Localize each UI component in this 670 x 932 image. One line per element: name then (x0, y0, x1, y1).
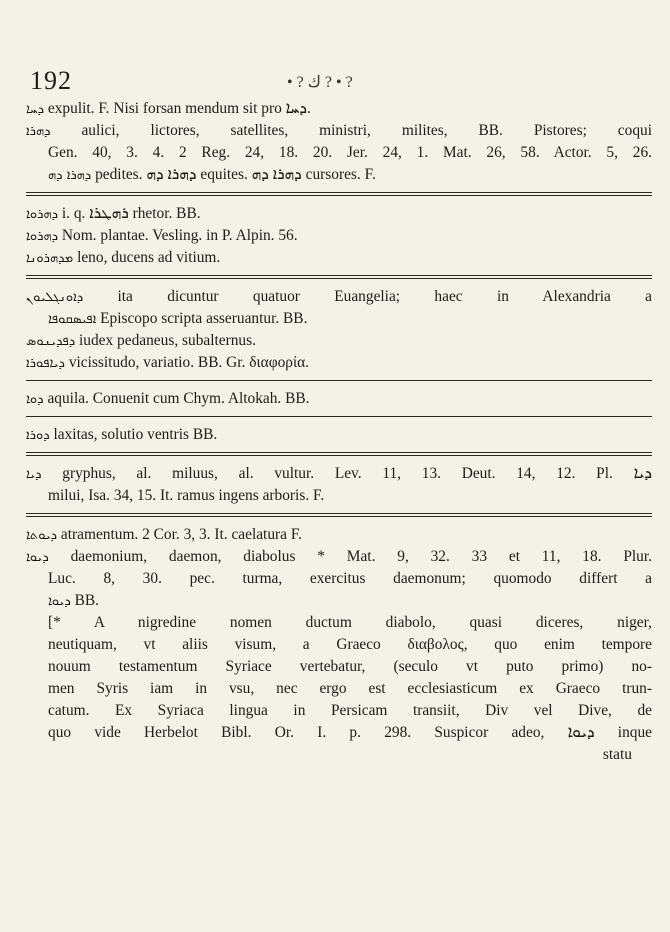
entry-line (26, 485, 652, 507)
syriac-headword: ܕܘܐ (26, 392, 44, 407)
entry-text: i. q. ܪܗܛܪܐ rhetor. BB. (58, 205, 201, 222)
entry-text: leno, ducens ad vitium. (73, 249, 221, 266)
entry-text: Gen. 40, 3. 4. 2 Reg. 24, 18. 20. Jer. 24, 1. Mat. 26, 58. Actor. 5, 26. (48, 144, 652, 161)
entry-text: ita dicuntur quatuor Euangelia; haec in Alexandria a (83, 288, 652, 305)
section-divider (26, 513, 652, 517)
entry-text: pedites. ܕܗܪܐ ܕܗ equites. ܕܗܪܐ ܕܗ cursores. F. (91, 166, 376, 183)
syriac-headword: ܕܗܪܘܐ (26, 207, 59, 222)
section-divider (26, 416, 652, 417)
entry-line (26, 120, 652, 142)
entry-text: gryphus, al. miluus, al. vultur. Lev. 11, 13. Deut. 14, 12. Pl. ܕܝܐ (41, 465, 652, 482)
entry-text: laxitas, solutio ventris BB. (49, 426, 218, 443)
note-text: neutiquam, vt aliis visum, a Graeco διαβολος, quo enim tempore (48, 636, 652, 653)
syriac-headword: ܕܝܘܐ (48, 594, 71, 609)
note-text: nouum testamentum Syriace vertebatur, (seculo vt puto primo) no- (48, 658, 652, 675)
syriac-headword: ܕܗܪܘܐ (26, 229, 59, 244)
entry-line (26, 352, 652, 374)
note-line (26, 678, 652, 700)
entry-line (26, 568, 652, 590)
syriac-headword: ܕܦܕܝܢܘܣ (26, 334, 76, 349)
section-divider (26, 452, 652, 456)
note-text: quo vide Herbelot Bibl. Or. I. p. 298. Suspicor adeo, ܕܝܘܐ inque (48, 724, 652, 741)
running-head: • ? ﻙ ? • ? (287, 74, 353, 91)
entry-line (26, 286, 652, 308)
catchword (26, 744, 652, 766)
syriac-headword: ܡܕܗܪܘܢܐ (26, 251, 74, 266)
entry-text: Nom. plantae. Vesling. in P. Alpin. 56. (58, 227, 298, 244)
syriac-headword: ܕܝܘܬܐ (26, 528, 58, 543)
note-text: [* A nigredine nomen ductum diabolo, quasi diceres, niger, (48, 614, 652, 631)
note-line (26, 700, 652, 722)
syriac-headword: ܐܦܝܣܩܘܦܐ (48, 312, 97, 327)
note-line (26, 612, 652, 634)
syriac-headword: ܕܝܐܦܘܪܐ (26, 356, 65, 371)
syriac-headword: ܕܘܪܐ (26, 428, 50, 443)
note-line (26, 722, 652, 744)
entry-line (26, 308, 652, 330)
entry-text: iudex pedaneus, subalternus. (75, 332, 256, 349)
entry-text: milui, Isa. 34, 15. It. ramus ingens arboris. F. (48, 487, 325, 504)
entry-text: daemonium, daemon, diabolus * Mat. 9, 32. 33 et 11, 18. Plur. (48, 548, 652, 565)
syriac-headword: ܕܚܐ (26, 102, 45, 117)
section-divider (26, 380, 652, 381)
entry-line (26, 225, 652, 247)
entry-text: aulici, lictores, satellites, ministri, milites, BB. Pistores; coqui (50, 122, 652, 139)
syriac-headword: ܕܗܪܐ ܕܗ (48, 168, 92, 183)
page-number: 192 (30, 66, 72, 95)
entry-text: Luc. 8, 30. pec. turma, exercitus daemonum; quomodo differt a (48, 570, 652, 587)
section-divider (26, 192, 652, 196)
syriac-headword: ܕܝܐ (26, 467, 42, 482)
note-line (26, 634, 652, 656)
entry-line (26, 524, 652, 546)
entry-line (26, 142, 652, 164)
syriac-headword: ܕܐܘܢܓܠܝܘܢ (26, 290, 84, 305)
note-line (26, 656, 652, 678)
dictionary-content (26, 98, 652, 766)
entry-text: atramentum. 2 Cor. 3, 3. It. caelatura F. (57, 526, 303, 543)
section-divider (26, 275, 652, 279)
entry-text: aquila. Conuenit cum Chym. Altokah. BB. (43, 390, 310, 407)
entry-line (26, 388, 652, 410)
entry-line (26, 203, 652, 225)
entry-text: vicissitudo, variatio. BB. Gr. διαφορία. (64, 354, 310, 371)
entry-line (26, 590, 652, 612)
entry-line (26, 424, 652, 446)
entry-text: expulit. F. Nisi forsan mendum sit pro ܕܚܐ. (44, 100, 311, 117)
syriac-headword: ܕܗܪܐ (26, 124, 51, 139)
catchword-text: statu (602, 746, 632, 763)
entry-line (26, 463, 652, 485)
note-text: catum. Ex Syriaca lingua in Persicam transiit, Div vel Dive, de (48, 702, 652, 719)
note-text: men Syris iam in vsu, nec ergo est ecclesiasticum ex Graeco trun- (48, 680, 652, 697)
entry-line (26, 546, 652, 568)
entry-text: Episcopo scripta asseruantur. BB. (96, 310, 308, 327)
entry-line (26, 330, 652, 352)
entry-line (26, 164, 652, 186)
entry-text: BB. (70, 592, 99, 609)
entry-line (26, 247, 652, 269)
syriac-headword: ܕܝܘܐ (26, 550, 49, 565)
entry-line (26, 98, 652, 120)
